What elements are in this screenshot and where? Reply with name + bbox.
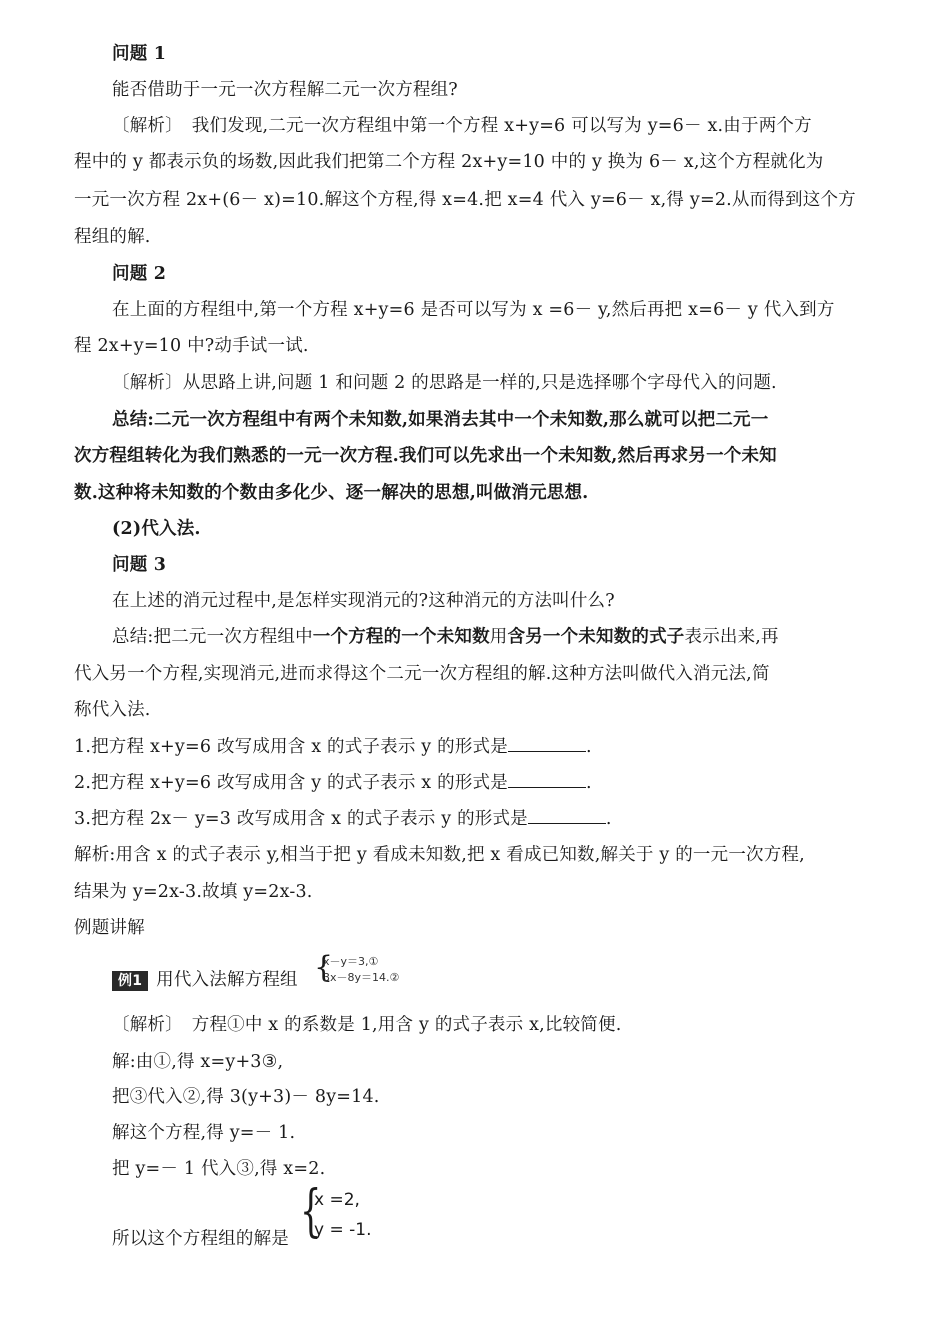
answer-blank[interactable]	[508, 737, 586, 752]
example-tag: 例1	[112, 971, 148, 991]
example-prompt-text: 用代入法解方程组	[156, 970, 298, 990]
solution-step: 把 y=－ 1 代入③,得 x=2.	[112, 1159, 326, 1179]
q1-analysis-line: 一元一次方程 2x+(6－ x)=10.解这个方程,得 x=4.把 x=4 代入 y=6－ x,得 y=2.从而得到这个方	[74, 190, 856, 210]
answer-y: y = -1.	[314, 1220, 372, 1240]
q3-title: 问题 3	[112, 555, 167, 575]
example-prompt	[112, 968, 298, 992]
exercise-item	[74, 807, 612, 831]
exercise-item	[74, 771, 592, 795]
summary2-emphasis: 含另一个未知数的式子	[507, 627, 685, 647]
solution-step: 解:由①,得 x=y+3③,	[112, 1052, 284, 1072]
exercise-text: 3.把方程 2x－ y=3 改写成用含 x 的式子表示 y 的形式是	[74, 809, 528, 829]
system-equation-1: x－y＝3,①	[323, 955, 379, 968]
summary1-line: 数.这种将未知数的个数由多化少、逐一解决的思想,叫做消元思想.	[74, 483, 589, 503]
q2-analysis: 〔解析〕从思路上讲,问题 1 和问题 2 的思路是一样的,只是选择哪个字母代入的问题.	[112, 373, 777, 393]
q1-analysis-line: 程组的解.	[74, 227, 151, 247]
system-brace: {	[314, 950, 334, 985]
summary2-line	[112, 625, 779, 649]
answer-blank[interactable]	[508, 773, 586, 788]
solution-step: 解这个方程,得 y=－ 1.	[112, 1123, 296, 1143]
q3-question: 在上述的消元过程中,是怎样实现消元的?这种消元的方法叫什么?	[112, 591, 615, 611]
solution-step: 把③代入②,得 3(y+3)－ 8y=14.	[112, 1087, 380, 1107]
solution-final: 所以这个方程组的解是	[112, 1229, 289, 1249]
exercise-analysis-line: 解析:用含 x 的式子表示 y,相当于把 y 看成未知数,把 x 看成已知数,解关于 y 的一元一次方程,	[74, 845, 805, 865]
summary1-line: 总结:二元一次方程组中有两个未知数,如果消去其中一个未知数,那么就可以把二元一	[112, 410, 769, 430]
q1-analysis-line: 〔解析〕 我们发现,二元一次方程组中第一个方程 x+y=6 可以写为 y=6－ x.由于两个方	[112, 116, 812, 136]
summary1-line: 次方程组转化为我们熟悉的一元一次方程.我们可以先求出一个未知数,然后再求另一个未知	[74, 446, 777, 466]
q2-title: 问题 2	[112, 264, 167, 284]
exercise-text: 2.把方程 x+y=6 改写成用含 y 的式子表示 x 的形式是	[74, 773, 508, 793]
system-equation-2: 3x－8y＝14.②	[323, 971, 400, 984]
exercise-end: .	[585, 737, 592, 757]
summary2-text: 总结:把二元一次方程组中	[112, 627, 313, 647]
exercise-analysis-line: 结果为 y=2x-3.故填 y=2x-3.	[74, 882, 313, 902]
summary2-emphasis: 一个方程的一个未知数	[312, 627, 490, 647]
q1-question: 能否借助于一元一次方程解二元一次方程组?	[112, 80, 458, 100]
answer-x: x =2,	[314, 1190, 360, 1210]
summary2-text: 表示出来,再	[684, 627, 779, 647]
summary2-line: 代入另一个方程,实现消元,进而求得这个二元一次方程组的解.这种方法叫做代入消元法,简	[74, 664, 770, 684]
q2-question-line: 程 2x+y=10 中?动手试一试.	[74, 336, 309, 356]
q1-analysis-line: 程中的 y 都表示负的场数,因此我们把第二个方程 2x+y=10 中的 y 换为 6－ x,这个方程就化为	[74, 152, 824, 172]
exercise-end: .	[605, 809, 612, 829]
exercise-text: 1.把方程 x+y=6 改写成用含 x 的式子表示 y 的形式是	[74, 737, 508, 757]
exercise-end: .	[585, 773, 592, 793]
summary2-text: 用	[489, 627, 508, 647]
example-analysis: 〔解析〕 方程①中 x 的系数是 1,用含 y 的式子表示 x,比较简便.	[112, 1015, 622, 1035]
summary2-line: 称代入法.	[74, 700, 151, 720]
method-title: (2)代入法.	[112, 519, 201, 539]
answer-brace: {	[300, 1179, 322, 1244]
q1-title: 问题 1	[112, 44, 167, 64]
exercise-item	[74, 735, 592, 759]
answer-blank[interactable]	[528, 809, 606, 824]
example-heading: 例题讲解	[74, 918, 145, 938]
q2-question-line: 在上面的方程组中,第一个方程 x+y=6 是否可以写为 x =6－ y,然后再把 x=6－ y 代入到方	[112, 300, 835, 320]
